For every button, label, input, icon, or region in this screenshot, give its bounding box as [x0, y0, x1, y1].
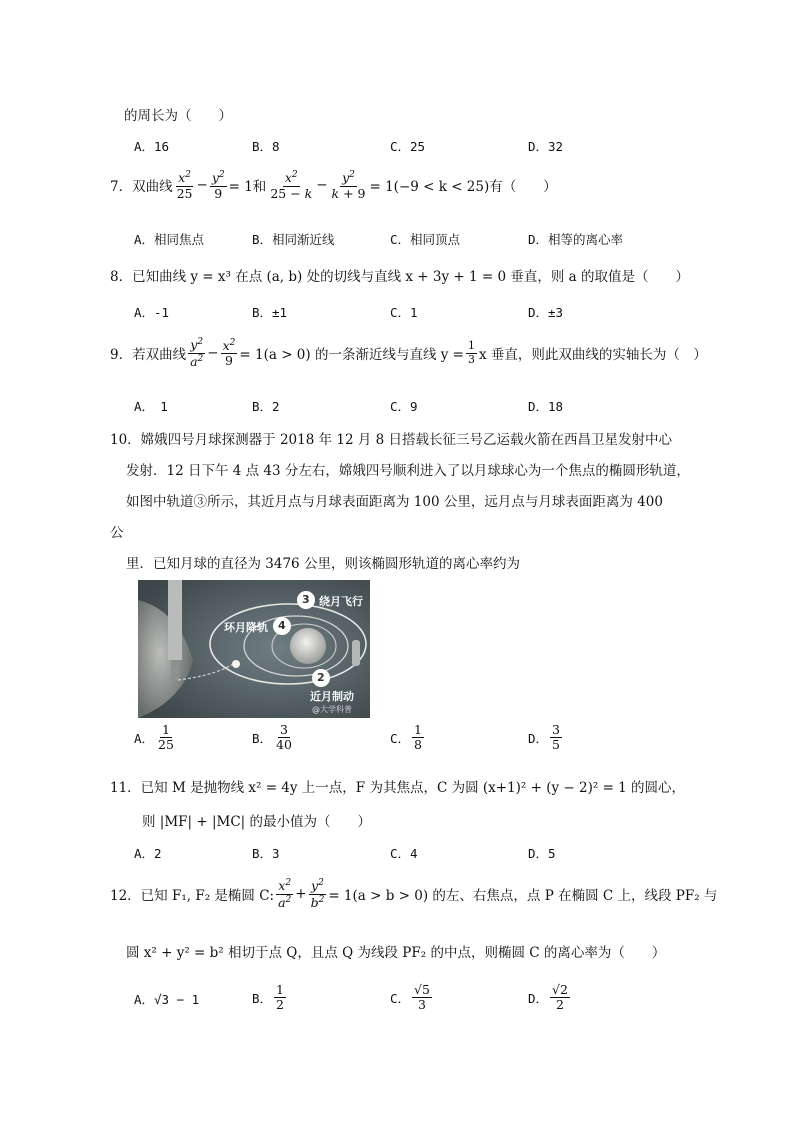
orbit-label-2: 近月制动 [310, 690, 354, 703]
q11-option-c: C．4 [390, 846, 418, 861]
q9-option-c: C．9 [390, 399, 418, 414]
q9-post: x 垂直，则此双曲线的实轴长为（ ） [478, 347, 707, 364]
q6-continuation: 的周长为（ ） [124, 108, 232, 124]
q7-option-d: D．相等的离心率 [528, 232, 624, 247]
q9-pre: 若双曲线 [132, 347, 187, 364]
q8-text: 已知曲线 y = x³ 在点 (a, b) 处的切线与直线 x + 3y + 1 = 0 垂直，则 a 的取值是（ ） [132, 269, 690, 285]
q12-line-2: 圆 x² + y² = b² 相切于点 Q，且点 Q 为线段 PF₂ 的中点，则椭圆 C 的离心率为（ ） [126, 945, 666, 961]
q11-line-1: 11．已知 M 是抛物线 x² = 4y 上一点，F 为其焦点，C 为圆 (x+1)² + (y − 2)² = 1 的圆心， [110, 780, 686, 796]
q9-stem: 9． 若双曲线 $\frac{y^2}{a^2}$ − $\frac{x^2}{9}$ = 1(a > 0) 的一条渐近线与直线 y = $\frac{1}{3}$ x 垂直，则此双曲线的实轴长为（ ） [110, 337, 707, 369]
q12-pre: 12．已知 F₁, F₂ 是椭圆 C: [110, 888, 275, 905]
q6-option-a: A．16 [134, 139, 170, 154]
q10-line-1: 10．嫦娥四号月球探测器于 2018 年 12 月 8 日搭载长征三号乙运载火箭在西昌卫星发射中心 [110, 432, 673, 448]
q10-option-b: B． $\frac{3}{40}$ [252, 722, 292, 753]
q8-option-b: B．±1 [252, 305, 288, 320]
q6-option-c: C．25 [390, 139, 426, 154]
q9-option-d: D．18 [528, 399, 564, 414]
q12-post: = 1(a > b > 0) 的左、右焦点，点 P 在椭圆 C 上，线段 PF₂ 与 [328, 888, 718, 905]
q9-number: 9． [110, 347, 133, 364]
q12-frac-1: $\frac{x^2}{a^2}$ [278, 878, 292, 910]
q10-line-3: 如图中轨道③所示，其近月点与月球表面距离为 100 公里，远月点与月球表面距离为 400 [126, 494, 663, 510]
orbit-label-3: 绕月飞行 [319, 595, 363, 608]
q7-option-a: A．相同焦点 [134, 232, 205, 247]
q9-frac-1: $\frac{y^2}{a^2}$ [190, 337, 204, 369]
q8-number: 8． [110, 269, 133, 285]
q7-eq2: = 1(−9 < k < 25)有（ ） [369, 179, 557, 196]
q8-stem [110, 265, 689, 285]
q7-option-b: B．相同渐近线 [252, 232, 335, 247]
q9-frac-2: $\frac{x^2}{9}$ [222, 337, 236, 369]
q7-stem: 7． 双曲线 $\frac{x^2}{25}$ − $\frac{y^2}{9}$ = 1和 $\frac{x^2}{25 - k}$ − $\frac{y^2}{k + 9}$ = 1(−9 < k < 25)有（ ） [110, 170, 557, 201]
q10-line-5: 里．已知月球的直径为 3476 公里，则该椭圆形轨道的离心率约为 [126, 556, 520, 572]
q7-frac-2: $\frac{y^2}{9}$ [211, 170, 225, 201]
q7-frac-4: $\frac{y^2}{k + 9}$ [331, 170, 366, 201]
q7-option-c: C．相同顶点 [390, 232, 461, 247]
q10-option-d: D． $\frac{3}{5}$ [528, 722, 560, 753]
image-watermark: @大学科普 [312, 705, 352, 714]
q11-line-2: 则 |MF| + |MC| 的最小值为（ ） [142, 814, 372, 830]
q9-mid: = 1(a > 0) 的一条渐近线与直线 y = [239, 347, 464, 364]
q12-option-b: B． $\frac{1}{2}$ [252, 982, 284, 1013]
orbit-label-4: 环月降轨 [224, 621, 268, 634]
q11-option-d: D．5 [528, 846, 556, 861]
q9-option-b: B．2 [252, 399, 280, 414]
q10-option-c: C． $\frac{1}{8}$ [390, 722, 422, 753]
q12-option-a: A．√3 − 1 [134, 992, 200, 1007]
orbit-number-2: 2 [317, 671, 325, 684]
q7-frac-1: $\frac{x^2}{25}$ [176, 170, 193, 201]
q6-option-b: B．8 [252, 139, 280, 154]
q12-option-c: C． $\frac{√5}{3}$ [390, 982, 430, 1013]
q12-frac-2: $\frac{y^2}{b^2}$ [310, 878, 325, 910]
q7-number: 7． [110, 179, 133, 196]
q7-eq1: = 1和 [228, 179, 267, 196]
q8-option-a: A．-1 [134, 305, 170, 320]
q10-line-2: 发射．12 日下午 4 点 43 分左右，嫦娥四号顺利进入了以月球球心为一个焦点的椭圆形轨道， [126, 463, 690, 479]
q11-option-b: B．3 [252, 846, 280, 861]
q8-option-c: C．1 [390, 305, 418, 320]
q9-option-a: A． 1 [134, 399, 168, 414]
q11-option-a: A．2 [134, 846, 162, 861]
q7-frac-3: $\frac{x^2}{25 - k}$ [270, 170, 313, 201]
q8-option-d: D．±3 [528, 305, 564, 320]
q6-option-d: D．32 [528, 139, 564, 154]
q12-option-d: D． $\frac{√2}{2}$ [528, 982, 568, 1013]
q12-line-1: 12．已知 F₁, F₂ 是椭圆 C: $\frac{x^2}{a^2}$ + $\frac{y^2}{b^2}$ = 1(a > b > 0) 的左、右焦点，点 P 在椭圆 C 上，线段 PF₂ 与 [110, 878, 718, 910]
q10-line-4: 公 [110, 525, 124, 541]
q10-option-a: A． $\frac{1}{25}$ [134, 722, 174, 753]
q7-pre: 双曲线 [132, 179, 173, 196]
q9-frac-3: $\frac{1}{3}$ [467, 338, 475, 366]
lunar-orbit-photo [138, 580, 370, 718]
orbit-number-4: 4 [278, 619, 286, 632]
orbit-number-3: 3 [302, 593, 310, 606]
